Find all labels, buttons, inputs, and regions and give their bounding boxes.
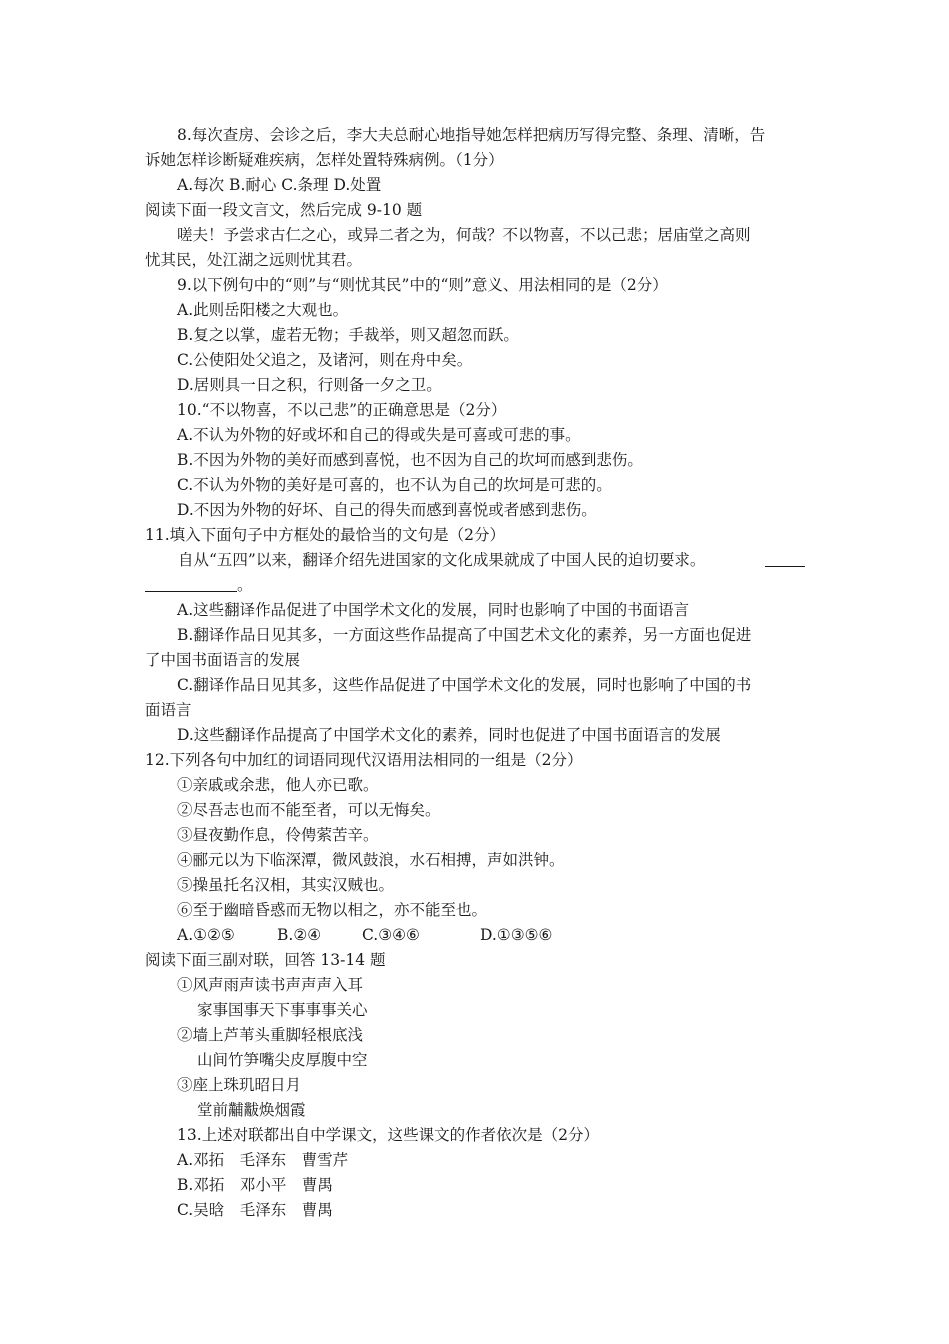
passage-text-line-1: 嗟夫！予尝求古仁之心，或异二者之为，何哉？不以物喜，不以己悲；居庙堂之高则 <box>177 226 751 244</box>
q11-stem: 11.填入下面句子中方框处的最恰当的文句是（2分） <box>145 526 506 544</box>
q12-item-5: ⑤操虽托名汉相，其实汉贼也。 <box>177 876 395 894</box>
q11-option-b-line-2: 了中国书面语言的发展 <box>145 651 301 669</box>
q12-options <box>177 925 552 945</box>
q9-option-b: B.复之以掌，虚若无物；手裁举，则又超忽而跃。 <box>177 326 519 344</box>
q11-sentence: 自从“五四”以来，翻译介绍先进国家的文化成果就成了中国人民的迫切要求。 <box>178 551 706 569</box>
q10-stem: 10.“不以物喜，不以己悲”的正确意思是（2分） <box>177 401 507 419</box>
couplets-intro: 阅读下面三副对联，回答 13-14 题 <box>145 951 386 969</box>
q12-item-4: ④郦元以为下临深潭，微风鼓浪，水石相搏，声如洪钟。 <box>177 851 565 869</box>
q13-option-b: B.邓拓 邓小平 曹禺 <box>177 1176 333 1194</box>
q9-stem: 9.以下例句中的“则”与“则忧其民”中的“则”意义、用法相同的是（2分） <box>177 276 668 294</box>
passage-text-line-2: 忧其民，处江湖之远则忧其君。 <box>145 251 363 269</box>
q9-option-d: D.居则具一日之积，行则备一夕之卫。 <box>177 376 442 394</box>
q11-option-c-line-2: 面语言 <box>145 701 192 719</box>
q10-option-b: B.不因为外物的美好而感到喜悦，也不因为自己的坎坷而感到悲伤。 <box>177 451 643 469</box>
q12-option-b: B.②④ <box>277 926 322 944</box>
q8-options: A.每次 B.耐心 C.条理 D.处置 <box>177 176 382 194</box>
couplet-1-upper: ①风声雨声读书声声声入耳 <box>177 976 364 994</box>
couplet-2-upper: ②墙上芦苇头重脚轻根底浅 <box>177 1026 364 1044</box>
q13-option-a: A.邓拓 毛泽东 曹雪芹 <box>177 1151 349 1169</box>
couplet-3-upper: ③座上珠玑昭日月 <box>177 1076 302 1094</box>
q11-answer-blank-2 <box>145 591 237 592</box>
q12-item-1: ①亲戚或余悲，他人亦已歌。 <box>177 776 379 794</box>
q12-option-c: C.③④⑥ <box>362 926 420 944</box>
q11-option-a: A.这些翻译作品促进了中国学术文化的发展，同时也影响了中国的书面语言 <box>177 601 690 619</box>
couplet-1-lower: 家事国事天下事事事关心 <box>197 1001 368 1019</box>
q10-option-d: D.不因为外物的好坏、自己的得失而感到喜悦或者感到悲伤。 <box>177 501 597 519</box>
q12-item-2: ②尽吾志也而不能至者，可以无悔矣。 <box>177 801 441 819</box>
q8-stem-line-1: 8.每次查房、会诊之后，李大夫总耐心地指导她怎样把病历写得完整、条理、清晰，告 <box>177 126 766 144</box>
q11-option-b-line-1: B.翻译作品日见其多，一方面这些作品提高了中国艺术文化的素养，另一方面也促进 <box>177 626 752 644</box>
q12-item-3: ③昼夜勤作息，伶俜萦苦辛。 <box>177 826 379 844</box>
q9-option-c: C.公使阳处父追之，及诸河，则在舟中矣。 <box>177 351 473 369</box>
couplet-2-lower: 山间竹笋嘴尖皮厚腹中空 <box>197 1051 368 1069</box>
passage-intro: 阅读下面一段文言文，然后完成 9-10 题 <box>145 201 423 219</box>
q12-stem: 12.下列各句中加红的词语同现代汉语用法相同的一组是（2分） <box>145 751 583 769</box>
q8-stem-line-2: 诉她怎样诊断疑难疾病，怎样处置特殊病例。（1分） <box>145 151 504 169</box>
q12-option-d: D.①③⑤⑥ <box>480 926 553 944</box>
q11-blank-period: 。 <box>237 576 253 594</box>
q13-stem: 13.上述对联都出自中学课文，这些课文的作者依次是（2分） <box>177 1126 600 1144</box>
q12-item-6: ⑥至于幽暗昏惑而无物以相之，亦不能至也。 <box>177 901 488 919</box>
q11-option-d: D.这些翻译作品提高了中国学术文化的素养，同时也促进了中国书面语言的发展 <box>177 726 721 744</box>
q11-option-c-line-1: C.翻译作品日见其多，这些作品促进了中国学术文化的发展，同时也影响了中国的书 <box>177 676 752 694</box>
couplet-3-lower: 堂前黼黻焕烟霞 <box>197 1101 306 1119</box>
q13-option-c: C.吴晗 毛泽东 曹禺 <box>177 1201 333 1219</box>
q9-option-a: A.此则岳阳楼之大观也。 <box>177 301 349 319</box>
q10-option-a: A.不认为外物的好或坏和自己的得或失是可喜或可悲的事。 <box>177 426 581 444</box>
q10-option-c: C.不认为外物的美好是可喜的，也不认为自己的坎坷是可悲的。 <box>177 476 612 494</box>
q11-answer-blank-1 <box>765 566 805 567</box>
q12-option-a: A.①②⑤ <box>177 926 235 944</box>
